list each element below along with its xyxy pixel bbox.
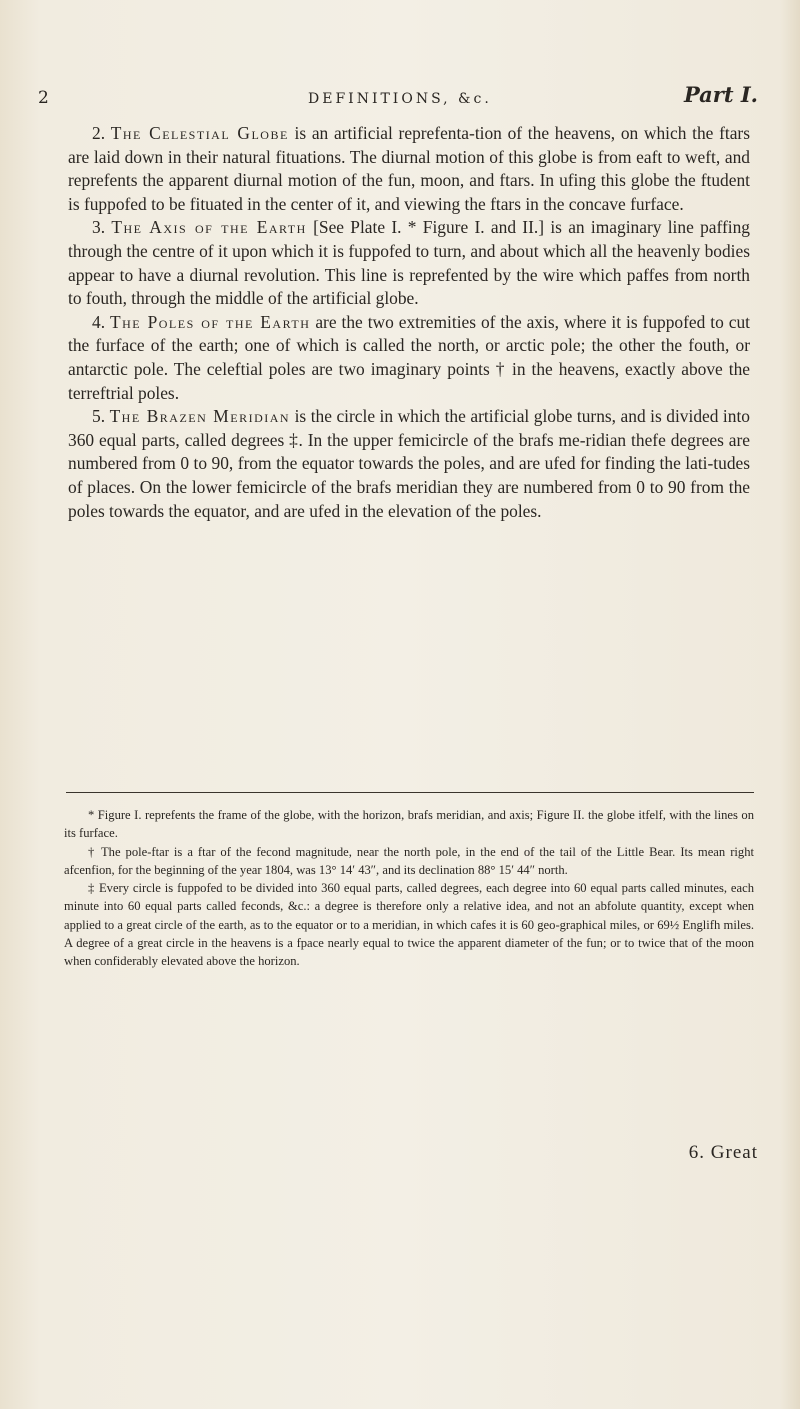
- catchword: 6. Great: [688, 1142, 758, 1163]
- page-number: 2: [38, 88, 49, 108]
- footnote-divider: [66, 792, 754, 793]
- paragraph-heading: The Axis of the Earth: [111, 217, 307, 238]
- paragraph-text: are the two extremities of the axis, where it is fuppofed to cut the furface of the earth; one of which is called the north, or arctic pole; the other the fouth, or antarctic pole. The celeftial poles are two imaginary points † in the heavens, exactly above the terreftrial poles.: [68, 311, 751, 403]
- paragraph-number: 4.: [92, 311, 106, 332]
- paragraph-heading: The Brazen Meridian: [109, 406, 291, 427]
- footnote: ‡ Every circle is fuppofed to be divided into 360 equal parts, called degrees, each degree into 60 equal parts called minutes, each minute into 60 equal parts called feconds, &c.: a degree is therefore only a relative idea, and not an abfolute quantity, except when applied to a great circle of the earth, as to the equator or to a meridian, in which cafes it is 60 geo-graphical miles, or 69½ Englifh miles. A degree of a great circle in the heavens is a fpace nearly equal to twice the apparent diameter of the fun; or to twice that of the moon when confiderably elevated above the horizon.: [64, 881, 754, 969]
- paragraph: [68, 216, 750, 310]
- paragraph-heading: The Celestial Globe: [110, 123, 289, 143]
- footnote: * Figure I. reprefents the frame of the globe, with the horizon, brafs meridian, and axis; Figure II. the globe itfelf, with the lines on its furface.: [64, 808, 754, 841]
- paragraph: [68, 311, 750, 405]
- paragraph-number: 3.: [92, 217, 106, 238]
- paragraph-number: 2.: [92, 123, 106, 143]
- part-label: Part I.: [683, 82, 758, 107]
- paragraph-number: 5.: [92, 406, 106, 427]
- paragraph: [68, 122, 750, 216]
- paragraph: [68, 405, 750, 523]
- paragraph-text: is the circle in which the artificial globe turns, and is divided into 360 equal parts, called degrees ‡. In the upper femicircle of the brafs me-ridian thefe degrees are numbered from 0 to 90, from the equator towards the poles, and are ufed for finding the lati-tudes of places. On the lower femicircle of the brafs meridian they are numbered from 0 to 90 from the poles towards the equator, and are ufed in the elevation of the poles.: [68, 406, 750, 521]
- running-title: DEFINITIONS, &c.: [308, 91, 492, 107]
- paragraph-text: is an artificial reprefenta-tion of the heavens, on which the ftars are laid down in their natural fituations. The diurnal motion of this globe is from eaft to weft, and reprefents the apparent diurnal motion of the fun, moon, and ftars. In ufing this globe the ftudent is fuppofed to be fituated in the center of it, and viewing the ftars in the concave furface.: [68, 123, 750, 214]
- footnote: † The pole-ftar is a ftar of the fecond magnitude, near the north pole, in the end of the tail of the Little Bear. Its mean right afcenfion, for the beginning of the year 1804, was 13° 14′ 43″, and its declination 88° 15′ 44″ north.: [64, 844, 754, 877]
- paragraph-heading: The Poles of the Earth: [110, 311, 311, 332]
- main-text: [68, 122, 750, 523]
- paragraph-text: [See Plate I. * Figure I. and II.] is an imaginary line paffing through the centre of it upon which it is fuppofed to turn, and about which all the heavenly bodies appear to have a diurnal revolution. This line is reprefented by the wire which paffes from north to fouth, through the middle of the artificial globe.: [68, 217, 750, 309]
- page-header: [38, 82, 758, 118]
- footnotes: [64, 806, 754, 971]
